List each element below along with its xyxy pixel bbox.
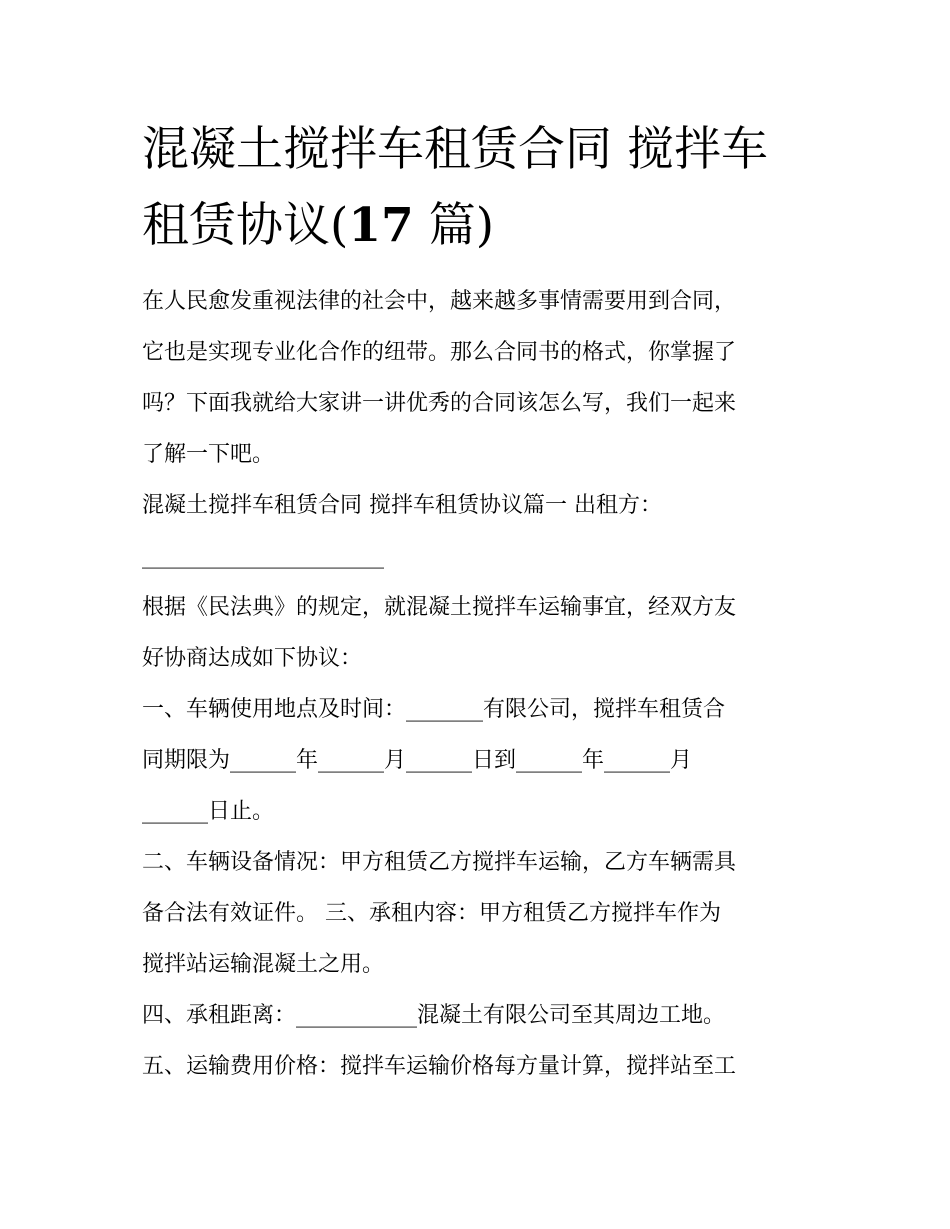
text-line: 根据《民法典》的规定，就混凝土搅拌车运输事宜，经双方友: [142, 595, 737, 620]
paragraph-clause-1: [142, 684, 822, 837]
text-line: 二、车辆设备情况：甲方租赁乙方搅拌车运输，乙方车辆需具: [142, 850, 737, 875]
paragraph-intro: [142, 276, 822, 480]
text-line: 四、承租距离：___________混凝土有限公司至其周边工地。: [142, 1003, 726, 1028]
blank-line: ______________________: [142, 544, 384, 569]
text-line: 好协商达成如下协议：: [142, 646, 363, 671]
title-line-2-suffix: 篇): [413, 198, 495, 253]
paragraph-clause-4: [142, 990, 822, 1041]
paragraph-basis: [142, 582, 822, 684]
text-line: 五、运输费用价格：搅拌车运输价格每方量计算，搅拌站至工: [142, 1054, 737, 1079]
document-title: [142, 112, 822, 264]
text-line: 一、车辆使用地点及时间：_______有限公司，搅拌车租赁合: [142, 697, 726, 722]
text-line: ______日止。: [142, 799, 275, 824]
paragraph-clause-2-3: [142, 837, 822, 990]
text-line: 搅拌站运输混凝土之用。: [142, 952, 385, 977]
text-line: 了解一下吧。: [142, 442, 275, 467]
paragraph-section-one: [142, 480, 822, 582]
text-line: 混凝土搅拌车租赁合同 搅拌车租赁协议篇一 出租方：: [142, 493, 662, 518]
text-line: 同期限为______年______月______日到______年______月: [142, 748, 693, 773]
title-line-2: [142, 188, 822, 264]
text-line: 在人民愈发重视法律的社会中，越来越多事情需要用到合同，: [142, 289, 737, 314]
title-count: 17: [348, 198, 414, 253]
title-line-1: 混凝土搅拌车租赁合同 搅拌车: [142, 122, 768, 177]
text-line: 它也是实现专业化合作的纽带。那么合同书的格式，你掌握了: [142, 340, 737, 365]
document-page: [142, 112, 822, 1092]
paragraph-clause-5: [142, 1041, 822, 1092]
text-line: 吗？下面我就给大家讲一讲优秀的合同该怎么写，我们一起来: [142, 391, 737, 416]
title-line-2-prefix: 租赁协议(: [142, 198, 349, 253]
text-line: 备合法有效证件。 三、承租内容：甲方租赁乙方搅拌车作为: [142, 901, 721, 926]
